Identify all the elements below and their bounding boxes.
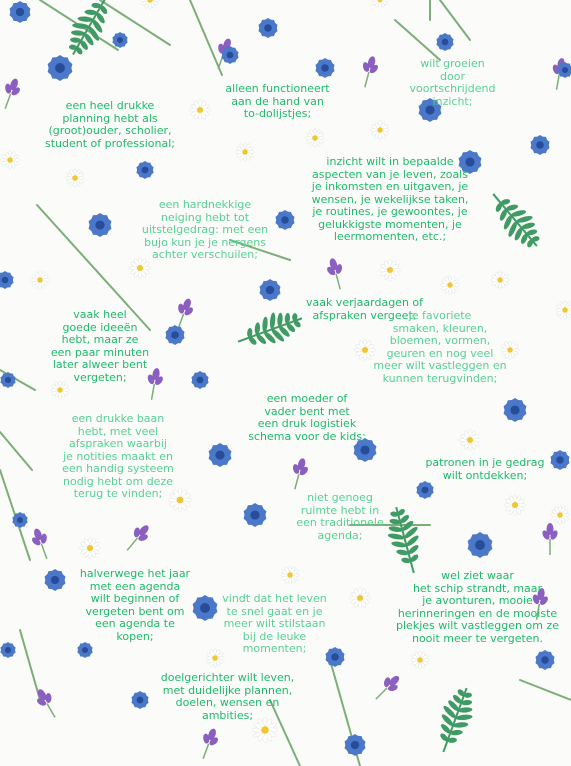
- reason-mid-year-start: halverwege het jaar met een agenda wilt beginnen of vergeten bent om een agenda te kopen;: [79, 567, 191, 643]
- reason-adventures: wel ziet waar het schip strandt, maar je avonturen, mooie herinneringen en de mooiste plekjes wilt vastleggen om ze nooit meer te vergeten.: [396, 569, 559, 645]
- stem-icon: [190, 0, 222, 75]
- reason-insight-aspects: inzicht wilt in bepaalde aspecten van je leven, zoals je inkomsten en uitgaven, je wensen, je wekelijkse taken, je routines, je gewoontes, je gelukkigste momenten, je leermomenten, etc.;: [311, 155, 469, 243]
- reason-goal-oriented: doelgerichter wilt leven, met duidelijke plannen, doelen, wensen en ambities;: [160, 671, 295, 722]
- daisy-icon: [372, 0, 388, 8]
- daisy-icon: [459, 429, 480, 450]
- daisy-icon: [371, 121, 390, 140]
- daisy-icon: [551, 506, 570, 525]
- reason-todo-lists: alleen functioneert aan de hand van to-dolijstjes;: [225, 82, 330, 120]
- cornflower-icon: [535, 650, 556, 670]
- cornflower-icon: [112, 32, 129, 48]
- daisy-icon: [1, 151, 20, 170]
- cornflower-icon: [87, 213, 112, 237]
- cornflower-icon: [0, 372, 16, 388]
- daisy-icon: [379, 259, 400, 280]
- cornflower-icon: [8, 1, 31, 23]
- reason-procrastination: een hardnekkige neiging hebt tot uitstelgedrag: met een bujo kun je je nergens achter verschuilen;: [141, 198, 269, 261]
- stem-icon: [20, 630, 40, 700]
- reason-grow-insight: wilt groeien door voortschrijdend inzicht;: [409, 57, 496, 108]
- stem-icon: [520, 680, 571, 700]
- lavender-icon: [31, 685, 63, 722]
- cornflower-icon: [191, 371, 210, 389]
- daisy-icon: [31, 271, 50, 290]
- daisy-icon: [79, 537, 100, 558]
- cornflower-icon: [136, 161, 155, 179]
- lavender-icon: [120, 520, 155, 556]
- fern-icon: [428, 682, 482, 757]
- cornflower-icon: [466, 532, 493, 558]
- daisy-icon: [491, 271, 510, 290]
- daisy-icon: [66, 169, 85, 188]
- cornflower-icon: [0, 642, 16, 658]
- reason-behaviour-patterns: patronen in je gedrag wilt ontdekken;: [425, 456, 545, 482]
- reason-busy-schedule: een heel drukke planning hebt als (groot)ouder, scholier, student of professional;: [44, 99, 175, 150]
- daisy-icon: [411, 651, 430, 670]
- lavender-icon: [541, 523, 559, 555]
- cornflower-icon: [258, 18, 279, 38]
- cornflower-icon: [207, 443, 232, 467]
- fern-icon: [59, 0, 121, 63]
- reason-not-enough-space: niet genoeg ruimte hebt in een traditionele agenda;: [296, 491, 384, 542]
- daisy-icon: [349, 587, 370, 608]
- reason-good-ideas: vaak heel goede ideeën hebt, maar ze een paar minuten later alweer bent vergeten;: [50, 308, 150, 384]
- cornflower-icon: [343, 734, 366, 756]
- daisy-icon: [306, 129, 325, 148]
- lavender-icon: [27, 526, 55, 562]
- daisy-icon: [141, 0, 160, 9]
- cornflower-icon: [0, 271, 14, 289]
- cornflower-icon: [131, 691, 150, 709]
- cornflower-icon: [436, 33, 455, 51]
- reason-life-too-fast: vindt dat het leven te snel gaat en je meer wilt stilstaan bij de leuke momenten;: [222, 592, 327, 655]
- daisy-icon: [504, 494, 525, 515]
- stem-icon: [100, 0, 170, 45]
- stem-icon: [0, 432, 32, 470]
- daisy-icon: [556, 301, 571, 320]
- daisy-icon: [281, 566, 300, 585]
- reason-parent-logistics: een moeder of vader bent met een druk logistiek schema voor de kids;: [248, 392, 366, 443]
- lavender-icon: [195, 726, 223, 762]
- daisy-icon: [441, 276, 460, 295]
- reason-forget-birthdays: vaak verjaardagen of afspraken vergeet;: [305, 296, 424, 322]
- cornflower-icon: [416, 481, 435, 499]
- cornflower-icon: [315, 58, 336, 78]
- stem-icon: [395, 20, 440, 60]
- reason-busy-job: een drukke baan hebt, met veel afspraken waarbij je notities maakt en een handig systeem nodig hebt om deze terug te vinden;: [62, 412, 174, 500]
- fern-icon: [481, 183, 550, 256]
- cornflower-icon: [502, 398, 527, 422]
- cornflower-icon: [77, 642, 94, 658]
- cornflower-icon: [46, 55, 73, 81]
- lavender-icon: [286, 456, 312, 492]
- daisy-icon: [236, 143, 255, 162]
- reason-favourites: je favoriete smaken, kleuren, bloemen, vormen, geuren en nog veel meer wilt vastleggen en kunnen terugvinden;: [373, 309, 507, 385]
- cornflower-icon: [530, 135, 551, 155]
- cornflower-icon: [242, 503, 267, 527]
- lavender-icon: [369, 670, 404, 705]
- lavender-icon: [323, 256, 349, 292]
- lavender-icon: [356, 54, 382, 90]
